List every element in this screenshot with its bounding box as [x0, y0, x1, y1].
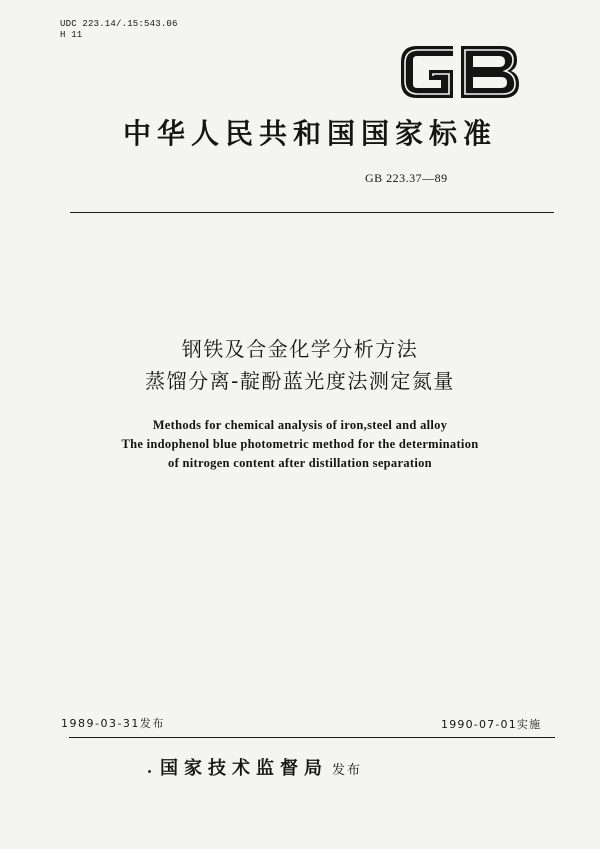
udc-classification [60, 19, 178, 41]
national-standard-title: 中华人民共和国国家标准 [122, 117, 497, 150]
issuer-name: 国家技术监督局 [160, 758, 328, 779]
udc-code: UDC 223.14/.15:543.06 [60, 19, 178, 29]
english-title-line3: of nitrogen content after distillation separation [168, 456, 432, 470]
english-title-line2: The indophenol blue photometric method for the determination [121, 437, 479, 451]
top-divider [70, 212, 554, 213]
english-title [80, 416, 520, 473]
standard-number: GB 223.37—89 [365, 171, 448, 185]
chinese-title-line2: 蒸馏分离-靛酚蓝光度法测定氮量 [145, 369, 455, 393]
scan-speck [148, 770, 151, 773]
issue-date: 1989-03-31发布 [61, 717, 165, 730]
category-code: H 11 [60, 30, 83, 40]
issuer-suffix: 发布 [332, 763, 363, 778]
chinese-title-line1: 钢铁及合金化学分析方法 [181, 337, 419, 361]
implementation-date: 1990-07-01实施 [441, 718, 542, 731]
issuing-authority [160, 754, 460, 780]
gb-logo [395, 40, 525, 104]
bottom-divider [69, 737, 555, 738]
english-title-line1: Methods for chemical analysis of iron,steel and alloy [152, 418, 448, 432]
